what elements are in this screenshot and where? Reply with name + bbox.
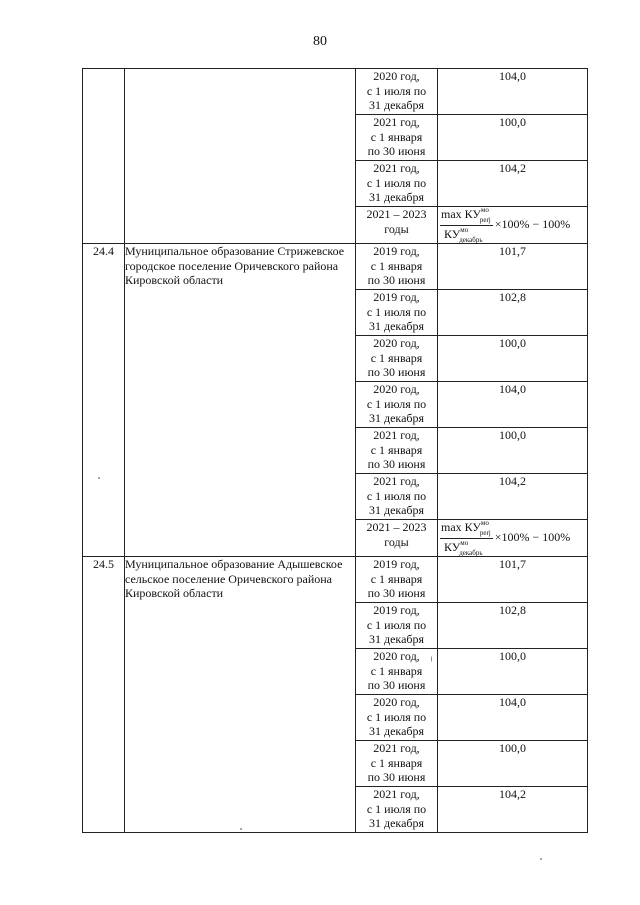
tariff-formula: $\frac{\max КУ^{мо}_{perj}}{КУ^{мо}_{декабрь}}$ ×100% − 100% bbox=[441, 519, 571, 557]
formula-cell bbox=[438, 520, 588, 557]
tariff-formula: $\frac{\max КУ^{мо}_{perj}}{КУ^{мо}_{декабрь}}$ ×100% − 100% bbox=[441, 206, 571, 244]
scan-speck bbox=[540, 858, 542, 860]
scan-speck bbox=[240, 828, 242, 830]
period-line: 2021 год, bbox=[373, 115, 420, 129]
period-cell bbox=[356, 474, 438, 520]
period-line: по 30 июня bbox=[367, 770, 426, 784]
period-cell bbox=[356, 603, 438, 649]
period-line: по 30 июня bbox=[367, 586, 426, 600]
period-line: 31 декабря bbox=[368, 411, 425, 425]
period-line: с 1 января bbox=[370, 442, 423, 457]
tariff-table bbox=[82, 68, 588, 833]
period-line: 31 декабря bbox=[368, 816, 425, 830]
period-line: 2020 год, bbox=[373, 336, 420, 350]
value-cell: 101,7 bbox=[438, 557, 588, 603]
value-cell: 100,0 bbox=[438, 741, 588, 787]
period-cell bbox=[356, 695, 438, 741]
period-cell bbox=[356, 787, 438, 833]
period-line: 31 декабря bbox=[368, 503, 425, 517]
period-line: с 1 июля по bbox=[366, 175, 427, 190]
period-line: с 1 июля по bbox=[366, 709, 427, 724]
period-line: по 30 июня bbox=[367, 678, 426, 692]
period-line: с 1 июля по bbox=[366, 801, 427, 816]
value-cell: 104,2 bbox=[438, 787, 588, 833]
period-line: 31 декабря bbox=[368, 190, 425, 204]
num-cell bbox=[83, 69, 125, 244]
period-line: 2019 год, bbox=[373, 557, 420, 571]
period-cell bbox=[356, 69, 438, 115]
period-line: с 1 января bbox=[370, 663, 423, 678]
period-line: по 30 июня bbox=[367, 457, 426, 471]
period-cell bbox=[356, 161, 438, 207]
period-line: 2019 год, bbox=[373, 244, 420, 258]
row-number: 24.4 bbox=[83, 244, 125, 557]
period-cell bbox=[356, 336, 438, 382]
period-line: с 1 января bbox=[370, 755, 423, 770]
scan-speck bbox=[98, 477, 100, 479]
period-line: 2021 год, bbox=[373, 428, 420, 442]
period-line: годы bbox=[384, 221, 409, 236]
period-line: 2021 – 2023 bbox=[366, 207, 427, 221]
period-line: 31 декабря bbox=[368, 724, 425, 738]
period-line: 2019 год, bbox=[373, 290, 420, 304]
page-number: 80 bbox=[313, 34, 327, 49]
period-line: годы bbox=[384, 534, 409, 549]
period-cell bbox=[356, 115, 438, 161]
value-cell: 102,8 bbox=[438, 603, 588, 649]
value-cell: 104,0 bbox=[438, 695, 588, 741]
value-cell: 104,0 bbox=[438, 69, 588, 115]
period-line: 2020 год, bbox=[373, 382, 420, 396]
period-cell bbox=[356, 428, 438, 474]
value-cell: 104,0 bbox=[438, 382, 588, 428]
period-line: с 1 июля по bbox=[366, 617, 427, 632]
row-number: 24.5 bbox=[83, 557, 125, 833]
period-line: по 30 июня bbox=[367, 273, 426, 287]
period-line: с 1 января bbox=[370, 350, 423, 365]
table-row bbox=[83, 244, 588, 290]
period-cell bbox=[356, 382, 438, 428]
period-line: с 1 июля по bbox=[366, 83, 427, 98]
period-line: 2020 год, bbox=[373, 69, 420, 83]
period-line: 31 декабря bbox=[368, 632, 425, 646]
period-line: по 30 июня bbox=[367, 144, 426, 158]
period-cell bbox=[356, 290, 438, 336]
period-line: с 1 июля по bbox=[366, 488, 427, 503]
value-cell: 102,8 bbox=[438, 290, 588, 336]
table-row bbox=[83, 557, 588, 603]
period-line: 31 декабря bbox=[368, 98, 425, 112]
municipality-name: Муниципальное образование Стрижевское городское поселение Оричевского района Кировской области bbox=[125, 244, 356, 557]
period-line: по 30 июня bbox=[367, 365, 426, 379]
value-cell: 100,0 bbox=[438, 115, 588, 161]
period-line: 2021 – 2023 bbox=[366, 520, 427, 534]
period-line: 2021 год, bbox=[373, 474, 420, 488]
period-line: с 1 июля по bbox=[366, 304, 427, 319]
period-line: 2021 год, bbox=[373, 787, 420, 801]
period-line: 2021 год, bbox=[373, 161, 420, 175]
period-line: 2020 год, bbox=[373, 649, 420, 663]
period-cell bbox=[356, 207, 438, 244]
period-cell bbox=[356, 741, 438, 787]
table-row bbox=[83, 69, 588, 115]
scan-speck bbox=[431, 656, 432, 662]
period-line: с 1 января bbox=[370, 571, 423, 586]
period-line: 2021 год, bbox=[373, 741, 420, 755]
period-line: 2019 год, bbox=[373, 603, 420, 617]
value-cell: 100,0 bbox=[438, 428, 588, 474]
value-cell: 104,2 bbox=[438, 161, 588, 207]
period-line: 2020 год, bbox=[373, 695, 420, 709]
value-cell: 104,2 bbox=[438, 474, 588, 520]
period-cell bbox=[356, 649, 438, 695]
period-cell bbox=[356, 244, 438, 290]
period-line: 31 декабря bbox=[368, 319, 425, 333]
value-cell: 100,0 bbox=[438, 649, 588, 695]
period-cell bbox=[356, 557, 438, 603]
period-line: с 1 июля по bbox=[366, 396, 427, 411]
formula-cell bbox=[438, 207, 588, 244]
period-line: с 1 января bbox=[370, 258, 423, 273]
value-cell: 100,0 bbox=[438, 336, 588, 382]
name-cell bbox=[125, 69, 356, 244]
period-cell bbox=[356, 520, 438, 557]
municipality-name: Муниципальное образование Адышевское сельское поселение Оричевского района Кировской области bbox=[125, 557, 356, 833]
period-line: с 1 января bbox=[370, 129, 423, 144]
value-cell: 101,7 bbox=[438, 244, 588, 290]
